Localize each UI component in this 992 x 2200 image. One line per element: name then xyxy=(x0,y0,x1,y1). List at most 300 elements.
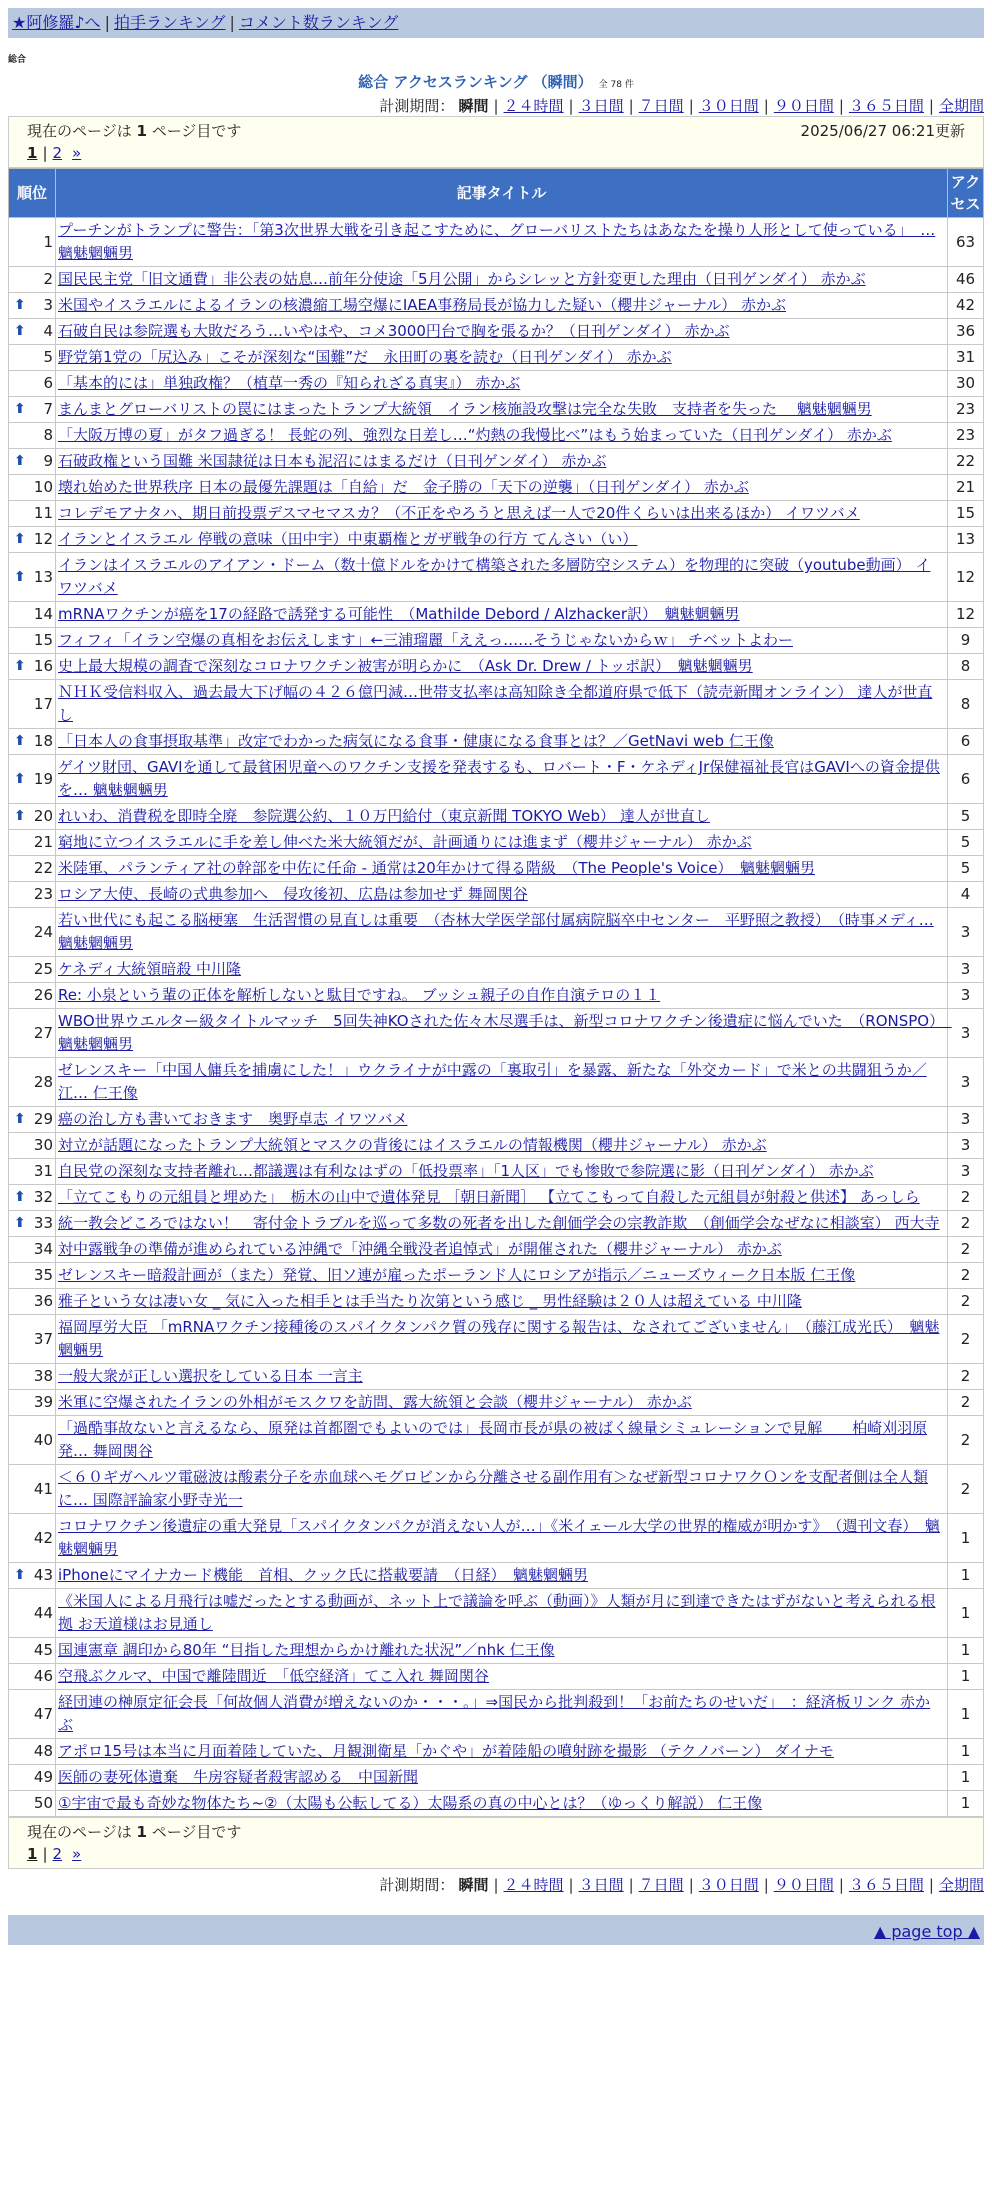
rank-number: 39 xyxy=(33,1393,53,1411)
title-cell xyxy=(56,957,948,983)
article-link[interactable]: 米軍に空爆されたイランの外相がモスクワを訪問、露大統領と会談（櫻井ジャーナル） 赤かぶ xyxy=(58,1393,692,1411)
table-row xyxy=(9,1289,984,1315)
article-link[interactable]: 医師の妻死体遺棄 牛房容疑者殺害認める 中国新聞 xyxy=(58,1768,419,1786)
up-arrow-icon: ⬆ xyxy=(14,1567,26,1583)
rank-number: 26 xyxy=(33,986,53,1004)
period-label: 計測期間： xyxy=(379,97,455,115)
rank-number: 46 xyxy=(33,1667,53,1685)
table-row xyxy=(9,1364,984,1390)
pager-current-page: 1 xyxy=(27,144,38,162)
article-link[interactable]: 壊れ始めた世界秩序 日本の最優先課題は「自給」だ 金子勝の「天下の逆襲」（日刊ゲンダイ） 赤かぶ xyxy=(58,478,749,496)
period-option-link[interactable]: ３０日間 xyxy=(698,97,759,115)
title-cell xyxy=(56,1416,948,1465)
rank-cell xyxy=(9,1514,56,1563)
title-cell xyxy=(56,1739,948,1765)
period-separator: | xyxy=(568,1876,574,1894)
article-link[interactable]: 自民党の深刻な支持者離れ…都議選は有利なはずの「低投票率」「1人区」でも惨敗で参院選に影（日刊ゲンダイ） 赤かぶ xyxy=(58,1162,874,1180)
access-count: 2 xyxy=(948,1390,984,1416)
pager-page-2[interactable]: 2 xyxy=(52,144,63,162)
access-count: 2 xyxy=(948,1211,984,1237)
title-cell xyxy=(56,1009,952,1058)
rank-cell xyxy=(9,856,56,882)
rank-cell xyxy=(9,654,56,680)
access-count: 12 xyxy=(948,602,984,628)
rank-number: 11 xyxy=(33,504,53,522)
period-option-link[interactable]: ３６５日間 xyxy=(848,97,924,115)
table-row xyxy=(9,1739,984,1765)
rank-number: 9 xyxy=(43,452,53,470)
access-count: 42 xyxy=(948,293,984,319)
title-cell xyxy=(56,449,948,475)
access-count: 12 xyxy=(948,553,984,602)
article-link[interactable]: 「大阪万博の夏」がタフ過ぎる！ 長蛇の列、強烈な日差し…“灼熱の我慢比べ”はもう始まっていた（日刊ゲンダイ） 赤かぶ xyxy=(58,426,892,444)
article-link[interactable]: ロシア大使、長崎の式典参加へ 侵攻後初、広島は参加せず 舞岡関谷 xyxy=(58,885,528,903)
rank-number: 19 xyxy=(33,769,53,788)
period-option-link[interactable]: ２４時間 xyxy=(503,97,564,115)
title-cell xyxy=(56,501,948,527)
table-row xyxy=(9,501,984,527)
article-link[interactable]: 米国やイスラエルによるイランの核濃縮工場空爆にIAEA事務局長が協力した疑い（櫻井ジャーナル） 赤かぶ xyxy=(58,296,786,314)
rank-number: 4 xyxy=(43,322,53,340)
article-link[interactable]: ゲイツ財団、GAVIを通して最貧困児童へのワクチン支援を発表するも、ロバート・F・ケネディJr保健福祉長官はGAVIへの資金提供を… 魑魅魍魎男 xyxy=(58,758,940,799)
rank-number: 7 xyxy=(43,400,53,418)
rank-cell xyxy=(9,755,56,804)
title-cell xyxy=(56,1390,948,1416)
column-header-title: 記事タイトル xyxy=(56,169,948,218)
article-link[interactable]: 窮地に立つイスラエルに手を差し伸べた米大統領だが、計画通りには進まず（櫻井ジャーナル） 赤かぶ xyxy=(58,833,752,851)
table-row xyxy=(9,218,984,267)
table-row xyxy=(9,1690,984,1739)
table-row xyxy=(9,1589,984,1638)
up-arrow-icon: ⬆ xyxy=(14,401,26,417)
table-row xyxy=(9,628,984,654)
access-count: 30 xyxy=(948,371,984,397)
article-link[interactable]: ケネディ大統領暗殺 中川隆 xyxy=(58,960,241,978)
rank-number: 37 xyxy=(33,1329,53,1348)
table-row xyxy=(9,475,984,501)
table-row xyxy=(9,1159,984,1185)
article-link[interactable]: イランはイスラエルのアイアン・ドーム（数十億ドルをかけて構築された多層防空システム）を物理的に突破（youtube動画） イワツバメ xyxy=(58,556,931,597)
rank-number: 45 xyxy=(33,1641,53,1659)
article-link[interactable]: 対立が話題になったトランプ大統領とマスクの背後にはイスラエルの情報機関（櫻井ジャーナル） 赤かぶ xyxy=(58,1136,767,1154)
rank-number: 23 xyxy=(33,885,53,903)
period-separator: | xyxy=(628,97,634,115)
rank-cell xyxy=(9,1263,56,1289)
rank-cell xyxy=(9,1009,56,1058)
title-cell xyxy=(56,602,948,628)
table-row xyxy=(9,957,984,983)
rank-number: 49 xyxy=(33,1768,53,1786)
rank-number: 33 xyxy=(33,1214,53,1232)
title-cell xyxy=(56,1263,948,1289)
access-count: 1 xyxy=(948,1563,984,1589)
title-cell xyxy=(56,654,948,680)
period-separator: | xyxy=(928,1876,934,1894)
title-cell xyxy=(56,755,948,804)
rank-cell xyxy=(9,527,56,553)
page-status: 現在のページは 1 ページ目です xyxy=(27,122,242,140)
rank-cell xyxy=(9,1664,56,1690)
rank-number: 35 xyxy=(33,1266,53,1284)
period-current: 瞬間 xyxy=(458,97,489,115)
up-arrow-icon: ⬆ xyxy=(14,1215,26,1231)
access-count: 1 xyxy=(948,1589,984,1638)
column-header-rank: 順位 xyxy=(9,169,56,218)
rank-cell xyxy=(9,628,56,654)
article-link[interactable]: 石破自民は参院選も大敗だろう…いやはや、コメ3000円台で胸を張るか？（日刊ゲンダイ） 赤かぶ xyxy=(58,322,730,340)
rank-cell xyxy=(9,371,56,397)
rank-cell xyxy=(9,267,56,293)
table-row xyxy=(9,1465,984,1514)
title-cell xyxy=(56,475,948,501)
access-count: 13 xyxy=(948,527,984,553)
article-link[interactable]: 福岡厚労大臣 「mRNAワクチン接種後のスパイクタンパク質の残存に関する報告は、なされてございません」 （藤江成光氏） 魑魅魍魎男 xyxy=(58,1318,940,1359)
table-row xyxy=(9,1664,984,1690)
article-link[interactable]: 一般大衆が正しい選択をしている日本 一言主 xyxy=(58,1367,363,1385)
access-count: 1 xyxy=(948,1739,984,1765)
rank-cell xyxy=(9,1315,56,1364)
rank-cell xyxy=(9,449,56,475)
rank-number: 8 xyxy=(43,426,53,444)
rank-cell xyxy=(9,602,56,628)
table-row xyxy=(9,319,984,345)
access-count: 6 xyxy=(948,729,984,755)
pager-next[interactable]: » xyxy=(72,144,82,162)
title-cell xyxy=(56,1237,948,1263)
article-link[interactable]: 「基本的には」単独政権？（植草一秀の『知られざる真実』） 赤かぶ xyxy=(58,374,521,392)
access-count: 15 xyxy=(948,501,984,527)
table-row xyxy=(9,1765,984,1791)
title-cell xyxy=(56,1563,948,1589)
table-row xyxy=(9,1133,984,1159)
article-link[interactable]: iPhoneにマイナカード機能 首相、クック氏に搭載要請 （日経） 魑魅魍魎男 xyxy=(58,1566,589,1584)
rank-cell xyxy=(9,1416,56,1465)
rank-number: 24 xyxy=(33,922,53,941)
access-count: 2 xyxy=(948,1315,984,1364)
nav-separator: | xyxy=(104,13,110,32)
article-link[interactable]: 「日本人の食事摂取基準」改定でわかった病気になる食事・健康になる食事とは？／GetNavi web 仁王像 xyxy=(58,732,774,750)
access-count: 3 xyxy=(948,957,984,983)
access-count: 23 xyxy=(948,423,984,449)
period-option-link[interactable]: ３日間 xyxy=(578,1876,624,1894)
rank-cell xyxy=(9,1563,56,1589)
rank-number: 41 xyxy=(33,1479,53,1498)
access-count: 36 xyxy=(948,319,984,345)
rank-cell xyxy=(9,1739,56,1765)
rank-number: 20 xyxy=(33,807,53,825)
rank-cell xyxy=(9,1058,56,1107)
title-cell xyxy=(56,1133,948,1159)
access-count: 3 xyxy=(948,1009,984,1058)
title-cell xyxy=(56,1589,948,1638)
article-link[interactable]: ＜６０ギガヘルツ電磁波は酸素分子を赤血球ヘモグロビンから分離させる副作用有＞なぜ新型コロナワクＯンを支配者側は全人類に… 国際評論家小野寺光一 xyxy=(58,1468,929,1509)
access-count: 3 xyxy=(948,1107,984,1133)
table-row xyxy=(9,1263,984,1289)
table-row xyxy=(9,1791,984,1817)
rank-cell xyxy=(9,983,56,1009)
title-cell xyxy=(56,1159,948,1185)
article-link[interactable]: 石破政権という国難 米国隷従は日本も泥沼にはまるだけ（日刊ゲンダイ） 赤かぶ xyxy=(58,452,607,470)
title-cell xyxy=(56,218,948,267)
title-cell xyxy=(56,1185,948,1211)
access-count: 2 xyxy=(948,1237,984,1263)
table-row xyxy=(9,882,984,908)
rank-number: 3 xyxy=(43,296,53,314)
up-arrow-icon: ⬆ xyxy=(14,733,26,749)
title-cell xyxy=(56,830,948,856)
pager-next[interactable]: » xyxy=(72,1845,82,1863)
article-link[interactable]: プーチンがトランプに警告：「第3次世界大戦を引き起こすために、グローバリストたちはあなたを操り人形として使っている」 … 魑魅魍魎男 xyxy=(58,221,936,262)
title-cell xyxy=(56,1690,948,1739)
access-count: 1 xyxy=(948,1514,984,1563)
period-separator: | xyxy=(688,1876,694,1894)
rank-cell xyxy=(9,1159,56,1185)
access-count: 2 xyxy=(948,1289,984,1315)
article-link[interactable]: 癌の治し方も書いておきます 奥野卓志 イワツバメ xyxy=(58,1110,408,1128)
title-cell xyxy=(56,293,948,319)
pager-bottom: 現在のページは 1 ページ目です 1 | 2 » xyxy=(8,1817,984,1869)
pager-top: 現在のページは 1 ページ目です 2025/06/27 06:21更新 1 | 2 » xyxy=(8,116,984,168)
article-link[interactable]: 国民民主党「旧文通費」非公表の姑息…前年分使途「5月公開」からシレッと方針変更した理由（日刊ゲンダイ） 赤かぶ xyxy=(58,270,866,288)
rank-number: 6 xyxy=(43,374,53,392)
rank-number: 38 xyxy=(33,1367,53,1385)
table-row xyxy=(9,293,984,319)
period-option-link[interactable]: ９０日間 xyxy=(773,1876,834,1894)
period-separator: | xyxy=(493,1876,499,1894)
item-count: 全 78 件 xyxy=(598,80,634,90)
access-count: 1 xyxy=(948,1791,984,1817)
rank-cell xyxy=(9,423,56,449)
period-option-link[interactable]: ２４時間 xyxy=(503,1876,564,1894)
rank-cell xyxy=(9,680,56,729)
table-row xyxy=(9,830,984,856)
ranking-heading xyxy=(8,71,984,92)
access-count: 1 xyxy=(948,1765,984,1791)
access-count: 4 xyxy=(948,882,984,908)
period-option-link[interactable]: ３６５日間 xyxy=(848,1876,924,1894)
article-link[interactable]: ＮＨＫ受信料収入、過去最大下げ幅の４２６億円減…世帯支払率は高知除き全都道府県で低下（読売新聞オンライン） 達人が世直し xyxy=(58,683,933,724)
table-row xyxy=(9,1638,984,1664)
rank-cell xyxy=(9,908,56,957)
article-link[interactable]: イランとイスラエル 停戦の意味（田中宇）中東覇権とガザ戦争の行方 てんさい（い） xyxy=(58,530,638,548)
nav-link-clap-ranking[interactable]: 拍手ランキング xyxy=(113,13,226,32)
table-row xyxy=(9,449,984,475)
period-option-link[interactable]: 全期間 xyxy=(938,1876,984,1894)
rank-number: 43 xyxy=(33,1566,53,1584)
table-row xyxy=(9,371,984,397)
article-link[interactable]: 国連憲章 調印から80年 “目指した理想からかけ離れた状況”／nhk 仁王像 xyxy=(58,1641,555,1659)
access-count: 3 xyxy=(948,908,984,957)
period-current: 瞬間 xyxy=(458,1876,489,1894)
access-count: 5 xyxy=(948,830,984,856)
period-option-link[interactable]: ７日間 xyxy=(638,1876,684,1894)
article-link[interactable]: 雅子という女は凄い女 _ 気に入った相手とは手当たり次第という感じ _ 男性経験は２０人は超えている 中川隆 xyxy=(58,1292,802,1310)
rank-cell xyxy=(9,1638,56,1664)
period-selector xyxy=(8,96,984,116)
article-link[interactable]: 対中露戦争の準備が進められている沖縄で「沖縄全戦没者追悼式」が開催された（櫻井ジャーナル） 赤かぶ xyxy=(58,1240,782,1258)
article-link[interactable]: 米陸軍、パランティア社の幹部を中佐に任命 - 通常は20年かけて得る階級 （The People's Voice） 魑魅魍魎男 xyxy=(58,859,815,877)
nav-link-comment-ranking[interactable]: コメント数ランキング xyxy=(238,13,399,32)
article-link[interactable]: まんまとグローバリストの罠にはまったトランプ大統領 イラン核施設攻撃は完全な失敗 支持者を失った 魑魅魍魎男 xyxy=(58,400,872,418)
rank-number: 40 xyxy=(33,1430,53,1449)
rank-cell xyxy=(9,553,56,602)
article-link[interactable]: コロナワクチン後遺症の重大発見「スパイクタンパクが消えない人が…」《米イェール大学の世界的権威が明かす》 （週刊文春） 魑魅魍魎男 xyxy=(58,1517,940,1558)
title-cell xyxy=(56,371,948,397)
title-cell xyxy=(56,1465,948,1514)
rank-number: 31 xyxy=(33,1162,53,1180)
article-link[interactable]: ゼレンスキー暗殺計画が（また）発覚、旧ソ連が雇ったポーランド人にロシアが指示／ニューズウィーク日本版 仁王像 xyxy=(58,1266,856,1284)
rank-cell xyxy=(9,1185,56,1211)
rank-cell xyxy=(9,882,56,908)
access-count: 8 xyxy=(948,654,984,680)
article-link[interactable]: アポロ15号は本当に月面着陸していた、月観測衛星「かぐや」が着陸船の噴射跡を撮影 （テクノバーン） ダイナモ xyxy=(58,1742,834,1760)
title-cell xyxy=(56,1514,948,1563)
table-row xyxy=(9,423,984,449)
period-separator: | xyxy=(688,97,694,115)
rank-number: 30 xyxy=(33,1136,53,1154)
rank-cell xyxy=(9,1465,56,1514)
rank-number: 32 xyxy=(33,1188,53,1206)
table-row xyxy=(9,908,984,957)
up-arrow-icon: ⬆ xyxy=(14,323,26,339)
period-option-link[interactable]: 全期間 xyxy=(938,97,984,115)
table-row xyxy=(9,1211,984,1237)
title-cell xyxy=(56,1211,948,1237)
access-count: 1 xyxy=(948,1690,984,1739)
rank-cell xyxy=(9,1237,56,1263)
article-link[interactable]: 若い世代にも起こる脳梗塞 生活習慣の見直しは重要 （杏林大学医学部付属病院脳卒中センター 平野照之教授） （時事メディ… 魑魅魍魎男 xyxy=(58,911,934,952)
rank-number: 18 xyxy=(33,732,53,750)
rank-cell xyxy=(9,1765,56,1791)
access-count: 22 xyxy=(948,449,984,475)
article-link[interactable]: ①宇宙で最も奇妙な物体たち~②（太陽も公転してる）太陽系の真の中心とは？（ゆっくり解説） 仁王像 xyxy=(58,1794,763,1812)
title-cell xyxy=(56,729,948,755)
access-count: 2 xyxy=(948,1465,984,1514)
article-link[interactable]: 史上最大規模の調査で深刻なコロナワクチン被害が明らかに （Ask Dr. Drew / トッポ訳） 魑魅魍魎男 xyxy=(58,657,753,675)
rank-cell xyxy=(9,1690,56,1739)
rank-cell xyxy=(9,501,56,527)
category-label: 総合 xyxy=(8,55,27,65)
period-option-link[interactable]: ３日間 xyxy=(578,97,624,115)
rank-number: 10 xyxy=(33,478,53,496)
nav-separator: | xyxy=(229,13,235,32)
rank-cell xyxy=(9,475,56,501)
page-status: 現在のページは 1 ページ目です xyxy=(27,1823,242,1841)
table-row xyxy=(9,654,984,680)
article-link[interactable]: 「過酷事故ないと言えるなら、原発は首都圏でもよいのでは」長岡市長が県の被ばく線量シミュレーションで見解 柏崎刈羽原発… 舞岡関谷 xyxy=(58,1419,928,1460)
nav-link-asyura[interactable]: ★阿修羅♪へ xyxy=(12,13,101,32)
table-row xyxy=(9,1185,984,1211)
rank-number: 13 xyxy=(33,567,53,586)
period-option-link[interactable]: ９０日間 xyxy=(773,97,834,115)
table-row xyxy=(9,1563,984,1589)
access-count: 2 xyxy=(948,1185,984,1211)
title-cell xyxy=(56,882,948,908)
period-label: 計測期間： xyxy=(379,1876,455,1894)
title-cell xyxy=(56,1107,948,1133)
period-separator: | xyxy=(838,1876,844,1894)
article-link[interactable]: 《米国人による月飛行は嘘だったとする動画が、ネット上で議論を呼ぶ（動画）》人類が月に到達できたはずがないと考えられる根拠 お天道様はお見通し xyxy=(58,1592,936,1633)
article-link[interactable]: コレデモアナタハ、期日前投票デスマセマスカ？（不正をやろうと思えば一人で20件くらいは出来るほか） イワツバメ xyxy=(58,504,860,522)
title-cell xyxy=(56,983,948,1009)
period-separator: | xyxy=(838,97,844,115)
page-top-link[interactable]: ▲ page top ▲ xyxy=(873,1922,980,1941)
rank-cell xyxy=(9,1390,56,1416)
rank-cell xyxy=(9,957,56,983)
access-count: 3 xyxy=(948,1159,984,1185)
rank-number: 27 xyxy=(33,1023,53,1042)
rank-cell xyxy=(9,293,56,319)
title-cell xyxy=(56,856,948,882)
title-cell xyxy=(56,423,948,449)
up-arrow-icon: ⬆ xyxy=(14,1111,26,1127)
article-link[interactable]: フィフィ「イラン空爆の真相をお伝えします」←三浦瑠麗「ええっ……そうじゃないからｗ」 チベットよわー xyxy=(58,631,793,649)
ranking-table xyxy=(8,168,984,1817)
rank-number: 36 xyxy=(33,1292,53,1310)
article-link[interactable]: WBO世界ウエルター級タイトルマッチ 5回失神KOされた佐々木尽選手は、新型コロナワクチン後遺症に悩んでいた （RONSPO） 魑魅魍魎男 xyxy=(58,1012,952,1053)
article-link[interactable]: 経団連の榊原定征会長「何故個人消費が増えないのか・・・。」⇒国民から批判殺到！「お前たちのせいだ」 ：経済板リンク 赤かぶ xyxy=(58,1693,931,1734)
title-cell xyxy=(56,319,948,345)
pager-current-page: 1 xyxy=(27,1845,38,1863)
article-link[interactable]: 「立てこもりの元組員と埋めた」 栃木の山中で遺体発見 ［朝日新聞］ 【立てこもって自殺した元組員が射殺と供述】 あっしら xyxy=(58,1188,920,1206)
title-cell xyxy=(56,1791,948,1817)
article-link[interactable]: 統一教会どころではない！ 寄付金トラブルを巡って多数の死者を出した創価学会の宗教詐欺 （創価学会なぜなに相談室） 西大寺 xyxy=(58,1214,940,1232)
pager-page-2[interactable]: 2 xyxy=(52,1845,63,1863)
rank-number: 47 xyxy=(33,1704,53,1723)
title-cell xyxy=(56,345,948,371)
table-row xyxy=(9,680,984,729)
article-link[interactable]: 野党第1党の「尻込み」こそが深刻な“国難”だ 永田町の裏を読む（日刊ゲンダイ） 赤かぶ xyxy=(58,348,672,366)
title-cell xyxy=(56,1364,948,1390)
access-count: 1 xyxy=(948,1664,984,1690)
table-row xyxy=(9,267,984,293)
rank-cell xyxy=(9,218,56,267)
table-row xyxy=(9,1315,984,1364)
bottom-bar xyxy=(8,1915,984,1945)
up-arrow-icon: ⬆ xyxy=(14,770,26,787)
article-link[interactable]: れいわ、消費税を即時全廃 参院選公約、１０万円給付（東京新聞 TOKYO Web） 達人が世直し xyxy=(58,807,710,825)
rank-number: 21 xyxy=(33,833,53,851)
title-cell xyxy=(56,527,948,553)
table-row xyxy=(9,1009,984,1058)
access-count: 21 xyxy=(948,475,984,501)
rank-cell xyxy=(9,1364,56,1390)
title-cell xyxy=(56,1289,948,1315)
title-cell xyxy=(56,1315,948,1364)
table-row xyxy=(9,1237,984,1263)
title-cell xyxy=(56,1058,948,1107)
period-separator: | xyxy=(493,97,499,115)
rank-number: 28 xyxy=(33,1072,53,1091)
rank-cell xyxy=(9,1133,56,1159)
up-arrow-icon: ⬆ xyxy=(14,1189,26,1205)
access-count: 46 xyxy=(948,267,984,293)
page-number: 1 xyxy=(136,122,147,140)
article-link[interactable]: ゼレンスキー「中国人傭兵を捕虜にした！」ウクライナが中露の「裏取引」を暴露、新たな「外交カード」で米との共闘狙うか／江… 仁王像 xyxy=(58,1061,927,1102)
article-link[interactable]: 空飛ぶクルマ、中国で離陸間近 「低空経済」てこ入れ 舞岡関谷 xyxy=(58,1667,489,1685)
rank-number: 17 xyxy=(33,694,53,713)
article-link[interactable]: mRNAワクチンが癌を17の経路で誘発する可能性 （Mathilde Debord / Alzhacker訳） 魑魅魍魎男 xyxy=(58,605,740,623)
title-cell xyxy=(56,680,948,729)
period-option-link[interactable]: ３０日間 xyxy=(698,1876,759,1894)
table-header-row xyxy=(9,169,984,218)
article-link[interactable]: Re: 小泉という輩の正体を解析しないと駄目ですね。 ブッシュ親子の自作自演テロの１１ xyxy=(58,986,661,1004)
up-arrow-icon: ⬆ xyxy=(14,808,26,824)
period-option-link[interactable]: ７日間 xyxy=(638,97,684,115)
title-cell xyxy=(56,628,948,654)
period-separator: | xyxy=(763,97,769,115)
rank-number: 34 xyxy=(33,1240,53,1258)
